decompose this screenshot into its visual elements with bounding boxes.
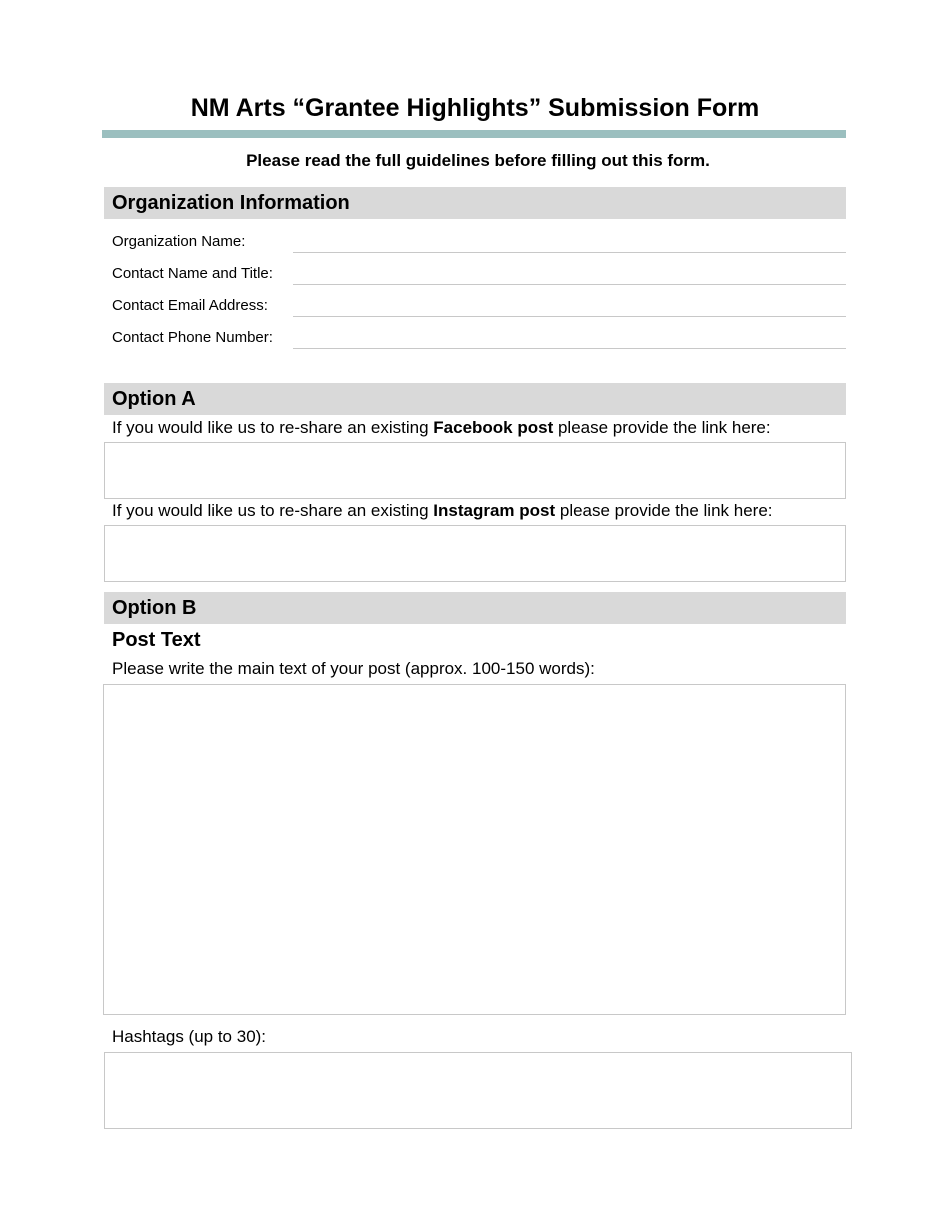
- section-header-option-a: Option A: [104, 383, 846, 415]
- facebook-prompt-after: please provide the link here:: [553, 418, 771, 437]
- instagram-prompt-emphasis: Instagram post: [433, 501, 556, 520]
- title-divider: [102, 130, 846, 138]
- hashtags-label: Hashtags (up to 30):: [112, 1027, 267, 1046]
- instagram-post-link-input[interactable]: [104, 525, 846, 582]
- instagram-prompt-before: If you would like us to re-share an existing: [112, 501, 434, 520]
- organization-name-underline: [293, 252, 846, 253]
- contact-name-title-label: Contact Name and Title:: [112, 265, 273, 282]
- facebook-post-prompt: [112, 417, 771, 439]
- contact-email-underline: [293, 316, 846, 317]
- section-header-option-b: Option B: [104, 592, 846, 624]
- instagram-post-prompt: [112, 500, 773, 522]
- guidelines-note: Please read the full guidelines before filling out this form.: [246, 151, 710, 170]
- post-text-heading: Post Text: [112, 629, 201, 651]
- facebook-post-link-input[interactable]: [104, 442, 846, 499]
- page-title: NM Arts “Grantee Highlights” Submission Form: [190, 94, 760, 122]
- organization-name-input[interactable]: [293, 229, 846, 253]
- contact-email-input[interactable]: [293, 293, 846, 317]
- section-header-organization-information: Organization Information: [104, 187, 846, 219]
- contact-phone-input[interactable]: [293, 325, 846, 349]
- contact-name-title-input[interactable]: [293, 261, 846, 285]
- contact-phone-underline: [293, 348, 846, 349]
- instagram-prompt-after: please provide the link here:: [555, 501, 773, 520]
- post-text-input[interactable]: [103, 684, 846, 1015]
- contact-email-label: Contact Email Address:: [112, 297, 268, 314]
- organization-name-label: Organization Name:: [112, 233, 246, 250]
- facebook-prompt-before: If you would like us to re-share an existing: [112, 418, 434, 437]
- hashtags-input[interactable]: [104, 1052, 852, 1129]
- facebook-prompt-emphasis: Facebook post: [433, 418, 554, 437]
- contact-name-title-underline: [293, 284, 846, 285]
- contact-phone-label: Contact Phone Number:: [112, 329, 273, 346]
- post-text-prompt: Please write the main text of your post (approx. 100-150 words):: [112, 659, 595, 678]
